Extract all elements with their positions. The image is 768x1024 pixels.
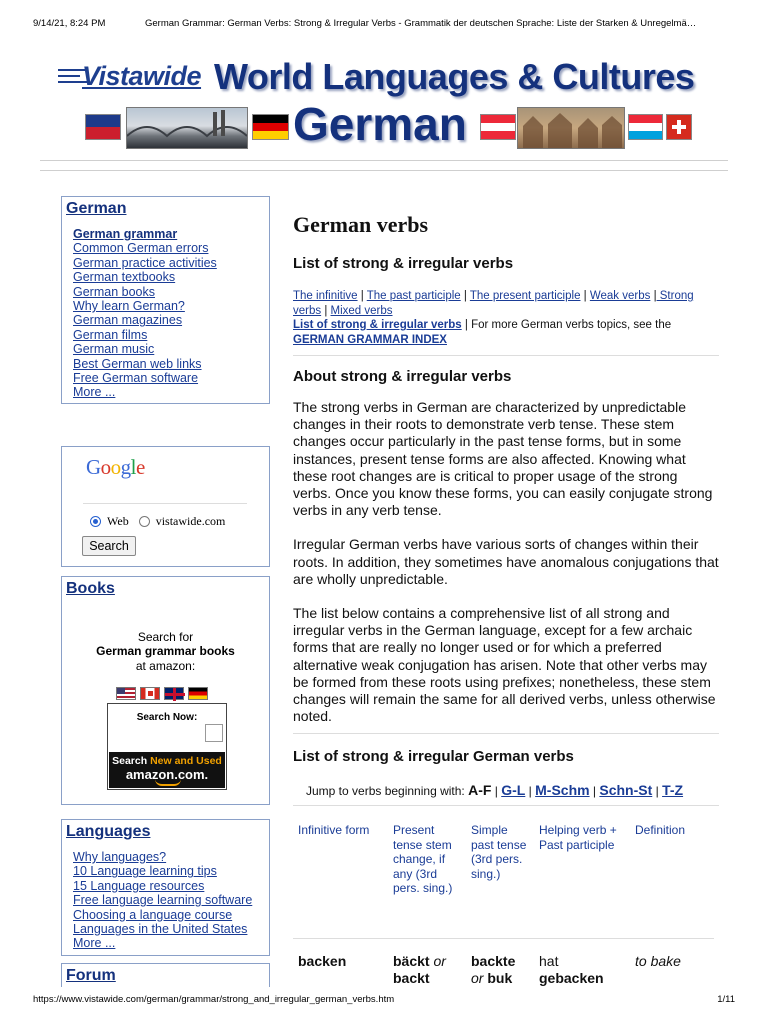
link-strong-irregular-list[interactable]: List of strong & irregular verbs (293, 319, 462, 331)
google-search-box (61, 446, 270, 567)
link-infinitive[interactable]: The infinitive (293, 290, 358, 302)
print-header (33, 18, 735, 29)
jump-nav: Jump to verbs beginning with: A-F | G-L | M-Schm | Schn-St | T-Z (306, 782, 684, 799)
list-heading: List of strong & irregular German verbs (293, 748, 574, 766)
link-present-participle[interactable]: The present participle (469, 290, 581, 302)
vistawide-logo[interactable]: Vistawide (82, 61, 202, 91)
print-date: 9/14/21, 8:24 PM (33, 18, 106, 29)
cell-present: bäckt or backt (393, 953, 446, 986)
sidebar-item-common-errors[interactable]: Common German errors (73, 241, 209, 256)
sidebar-forum-box (61, 963, 270, 987)
sidebar-item-films[interactable]: German films (73, 327, 148, 342)
cologne-bridge-photo (126, 107, 248, 149)
jump-label: Jump to verbs beginning with: (306, 784, 469, 799)
sidebar-item-language-resources[interactable]: 15 Language resources (73, 878, 205, 893)
sidebar-item-textbooks[interactable]: German textbooks (73, 270, 176, 285)
uk-flag-icon[interactable] (164, 687, 184, 700)
google-search-button[interactable]: Search (82, 536, 136, 556)
section-divider (293, 355, 719, 356)
banner-divider (40, 160, 728, 161)
link-strong-verbs-2[interactable]: verbs (293, 304, 322, 317)
banner-title: World Languages & Cultures (214, 56, 695, 97)
luxembourg-flag-icon (628, 114, 663, 140)
link-weak-verbs[interactable]: Weak verbs (589, 290, 651, 302)
about-paragraph-1: The strong verbs in German are characterized by unpredictable changes in their roots to demonstrate verb tense. These stem changes occur particularly in the past tense forms, but in some instances, present tense forms are also affected. Knowing what these root changes are is critical to proper usage of the strong verbs. Once you know these forms, you can easily conjugate strong verbs in any verb tense. (293, 399, 713, 519)
books-promo-text (62, 630, 269, 673)
link-past-participle[interactable]: The past participle (366, 290, 461, 302)
print-page-number: 1/11 (717, 994, 735, 1005)
banner-language: German (293, 98, 467, 150)
about-paragraph-2: Irregular German verbs have various sorts of changes within their roots. In addition, they sometimes have anomalous conjugations that are wholly unpredictable. (293, 536, 719, 587)
switzerland-flag-icon (666, 114, 692, 140)
sidebar-german-box (61, 196, 270, 404)
radio-site[interactable] (139, 516, 150, 527)
about-heading: About strong & irregular verbs (293, 368, 512, 385)
sidebar-item-more[interactable]: More ... (73, 385, 116, 400)
radio-web[interactable] (90, 516, 101, 527)
liechtenstein-flag-icon (85, 114, 121, 140)
link-mixed-verbs[interactable]: Mixed verbs (330, 304, 393, 317)
town-houses-photo (517, 107, 625, 149)
sidebar-item-why-learn[interactable]: Why learn German? (73, 299, 185, 314)
google-logo: Google (86, 455, 145, 479)
radio-web-label: Web (107, 514, 129, 528)
sidebar-forum-title[interactable]: Forum (66, 967, 116, 984)
amazon-search-now-label: Search Now: (136, 712, 198, 723)
sidebar-item-web-links[interactable]: Best German web links (73, 356, 202, 371)
books-store-flags (116, 687, 208, 700)
sidebar-item-books[interactable]: German books (73, 284, 155, 299)
sidebar-item-languages-us[interactable]: Languages in the United States (73, 922, 248, 937)
sidebar-item-why-languages[interactable]: Why languages? (73, 850, 167, 864)
sidebar-item-languages-more[interactable]: More ... (73, 936, 116, 951)
about-paragraph-3: The list below contains a comprehensive list of all strong and irregular verbs in the German language, except for a few archaic forms that are really no longer used or for which a preferred alternative weak conjugation has arisen. Note that other verbs may be formed from these roots using prefixes; nonetheless, these stem changes will remain the same for all derived verbs, unless otherwise noted. (293, 605, 716, 725)
page-subtitle: List of strong & irregular verbs (293, 255, 514, 272)
amazon-smile-icon (155, 779, 181, 786)
broken-image-icon (205, 724, 223, 742)
jump-divider (293, 805, 719, 806)
sidebar-languages-box (61, 819, 270, 956)
amazon-banner[interactable] (109, 752, 225, 788)
germany-flag-icon[interactable] (188, 687, 208, 700)
main-content (293, 208, 719, 806)
canada-flag-icon[interactable] (140, 687, 160, 700)
banner-divider-2 (40, 170, 728, 171)
books-line1: Search for (137, 630, 194, 644)
houses-icon (518, 108, 624, 148)
page-title: German verbs (293, 212, 429, 237)
austria-flag-icon (480, 114, 516, 140)
books-line2: German grammar books (96, 644, 235, 659)
jump-link-mschm[interactable]: M-Schm (535, 782, 590, 799)
sidebar-item-choosing-course[interactable]: Choosing a language course (73, 907, 233, 922)
sidebar-languages-links (73, 850, 269, 951)
cell-definition: to bake (635, 953, 681, 969)
site-banner (58, 56, 708, 150)
verb-topics-nav: The infinitive | The past participle | The present participle | Weak verbs | Strong verbs | Mixed verbs List of strong & irregular verbs | For more German verbs topics, see the GERMAN GRAMMAR INDEX (293, 290, 694, 346)
bridge-icon (127, 108, 247, 148)
sidebar-item-free-software[interactable]: Free German software (73, 371, 199, 386)
sidebar-item-free-language-software[interactable]: Free language learning software (73, 893, 253, 908)
sidebar-item-german-grammar[interactable]: German grammar (73, 227, 178, 241)
sidebar-languages-title[interactable]: Languages (66, 823, 151, 840)
jump-link-schnst[interactable]: Schn-St (599, 782, 653, 799)
col-header-definition: Definition (635, 823, 686, 837)
jump-current-af: A-F (468, 782, 492, 799)
link-grammar-index[interactable]: GERMAN GRAMMAR INDEX (293, 333, 447, 346)
search-scope-options (90, 514, 225, 529)
jump-link-tz[interactable]: T-Z (662, 782, 684, 799)
amazon-search-widget[interactable] (107, 703, 227, 790)
jump-link-gl[interactable]: G-L (501, 782, 526, 799)
german-flag-icon (252, 114, 289, 140)
print-footer (33, 994, 735, 1005)
print-page-title: German Grammar: German Verbs: Strong & Irregular Verbs - Grammatik der deutschen Sprache: Liste der Starken & Unregelmä… (145, 18, 697, 29)
us-flag-icon[interactable] (116, 687, 136, 700)
link-strong-verbs[interactable]: Strong (656, 290, 694, 302)
sidebar-books-box (61, 576, 270, 805)
amazon-tagline: Search New and Used (112, 755, 222, 767)
cell-helper: hat gebacken (539, 953, 604, 986)
topics-tail-text: | For more German verbs topics, see the (461, 319, 672, 331)
cell-past: backte or buk (471, 953, 516, 986)
sidebar-books-title[interactable]: Books (66, 580, 115, 597)
sidebar-item-music[interactable]: German music (73, 342, 155, 357)
sidebar-german-title[interactable]: German (66, 200, 127, 217)
col-header-present: Present tense stem change, if any (3rd pers. sing.) (393, 823, 453, 895)
radio-site-label: vistawide.com (155, 514, 226, 528)
section-divider-2 (293, 733, 719, 734)
sidebar-item-practice-activities[interactable]: German practice activities (73, 255, 217, 270)
col-header-helper: Helping verb + Past participle (539, 823, 617, 852)
books-line3: at amazon: (135, 658, 196, 673)
col-header-infinitive: Infinitive form (298, 823, 370, 837)
sidebar-item-learning-tips[interactable]: 10 Language learning tips (73, 864, 217, 879)
print-url: https://www.vistawide.com/german/grammar/strong_and_irregular_german_verbs.htm (33, 994, 395, 1005)
cell-infinitive: backen (298, 953, 347, 969)
sidebar-german-links (73, 227, 269, 400)
col-header-past: Simple past tense (3rd pers. sing.) (471, 823, 527, 881)
sidebar-item-magazines[interactable]: German magazines (73, 313, 183, 328)
google-search-input[interactable] (83, 485, 247, 504)
table-header-divider (293, 938, 714, 939)
amazon-logo: amazon.com. (125, 767, 209, 782)
